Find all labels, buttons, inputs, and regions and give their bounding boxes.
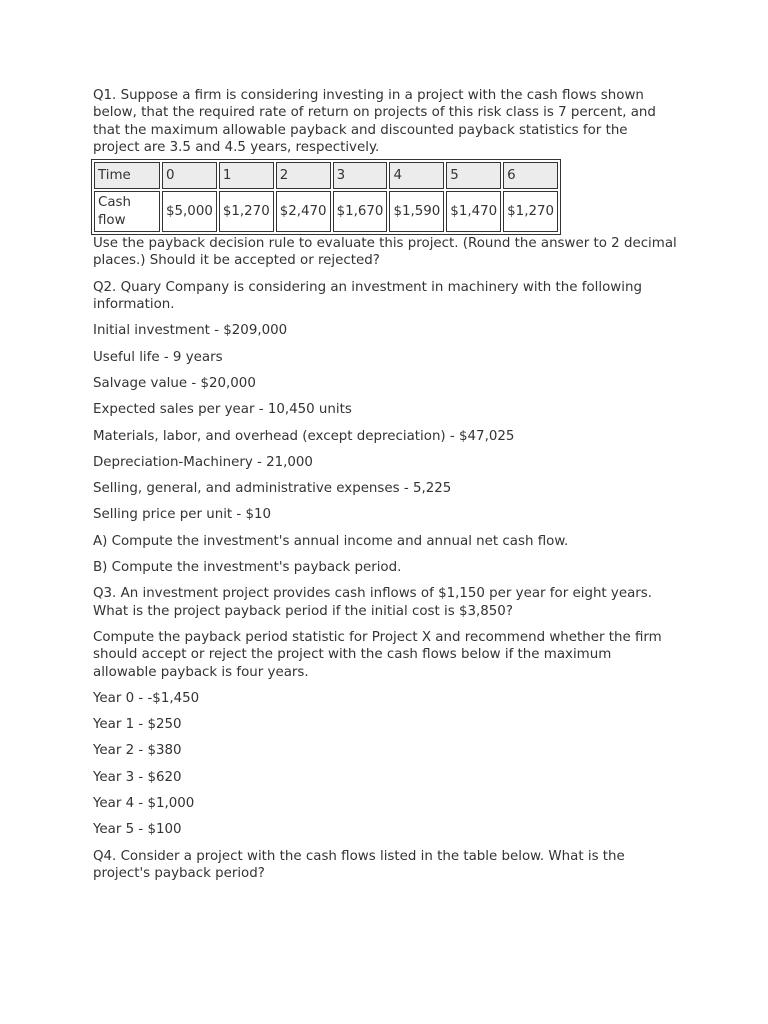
- table-cell: $1,470: [446, 191, 501, 232]
- table-cell: 3: [333, 162, 388, 189]
- q2-line: Depreciation-Machinery - 21,000: [93, 454, 313, 470]
- q2-line: Selling, general, and administrative expenses - 5,225: [93, 481, 452, 497]
- q2-line: Materials, labor, and overhead (except depreciation) - $47,025: [93, 428, 515, 444]
- q2-line: Salvage value - $20,000: [93, 375, 256, 391]
- table-cell: 5: [446, 162, 501, 189]
- table-cell: $1,270: [219, 191, 274, 232]
- table-cell: Time: [94, 162, 160, 189]
- table-cell: $1,270: [503, 191, 558, 232]
- q2-line: Expected sales per year - 10,450 units: [93, 402, 352, 418]
- table-cell: 4: [389, 162, 444, 189]
- table-cell: Cash flow: [94, 191, 160, 232]
- q3-year-line: Year 1 - $250: [93, 717, 182, 733]
- table-cell: 2: [276, 162, 331, 189]
- q3-year-line: Year 4 - $1,000: [93, 796, 195, 812]
- q2-line: Selling price per unit - $10: [93, 507, 272, 523]
- table-cell: $1,670: [333, 191, 388, 232]
- table-row: [94, 191, 558, 232]
- table-cell: 6: [503, 162, 558, 189]
- q3-year-line: Year 3 - $620: [93, 769, 182, 785]
- q3-year-line: Year 2 - $380: [93, 743, 182, 759]
- q3-year-line: Year 5 - $100: [93, 822, 182, 838]
- q3-instruction: Compute the payback period statistic for Project X and recommend whether the firm should accept or reject the project with the cash flows below if the maximum allowable payback is four years.: [93, 629, 662, 680]
- q1-intro: Q1. Suppose a firm is considering investing in a project with the cash flows shown below, that the required rate of return on projects of this risk class is 7 percent, and that the maximum allowable payback and discounted payback statistics for the project are 3.5 and 4.5 years, respectively.: [93, 88, 656, 155]
- q2-part-a: A) Compute the investment's annual income and annual net cash flow.: [93, 533, 569, 549]
- table-cell: $1,590: [389, 191, 444, 232]
- q1-cash-flow-table: [91, 159, 561, 235]
- table-cell: $5,000: [162, 191, 217, 232]
- q1-question: Use the payback decision rule to evaluate this project. (Round the answer to 2 decimal places.) Should it be accepted or rejected?: [93, 236, 677, 269]
- q2-intro: Q2. Quary Company is considering an investment in machinery with the following information.: [93, 279, 642, 313]
- q4-intro: Q4. Consider a project with the cash flows listed in the table below. What is the project's payback period?: [93, 848, 625, 881]
- q2-line: Initial investment - $209,000: [93, 323, 288, 339]
- table-cell: 1: [219, 162, 274, 189]
- q2-part-b: B) Compute the investment's payback period.: [93, 560, 402, 576]
- q3-year-line: Year 0 - -$1,450: [93, 690, 200, 706]
- q3-intro: Q3. An investment project provides cash inflows of $1,150 per year for eight years. What is the project payback period if the initial cost is $3,850?: [93, 586, 653, 619]
- document-body: [93, 87, 678, 882]
- table-row: [94, 162, 558, 189]
- table-cell: 0: [162, 162, 217, 189]
- table-cell: $2,470: [276, 191, 331, 232]
- q2-line: Useful life - 9 years: [93, 349, 223, 365]
